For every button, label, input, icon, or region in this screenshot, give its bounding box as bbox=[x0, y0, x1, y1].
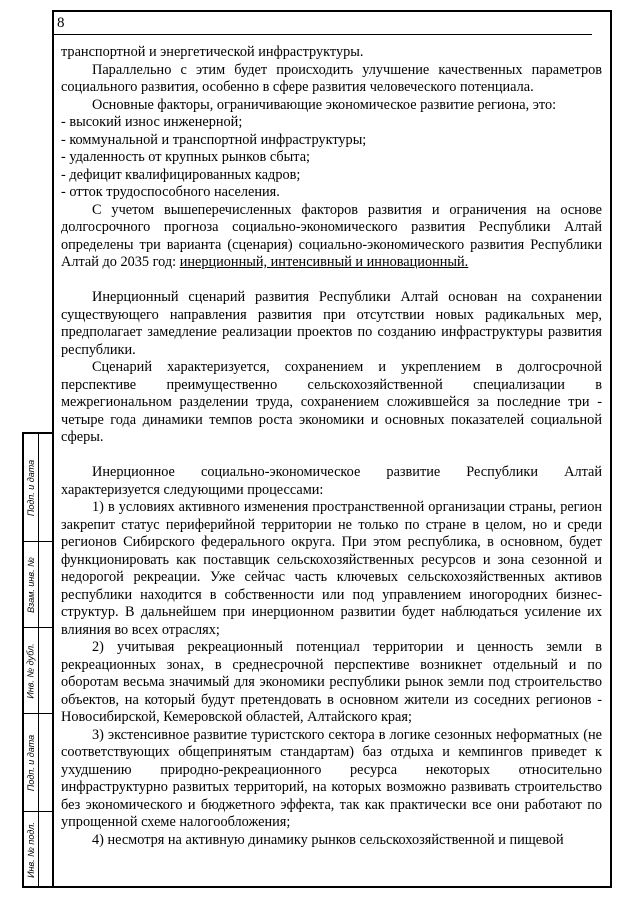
paragraph: Основные факторы, ограничивающие экономическое развитие региона, это: bbox=[92, 96, 557, 113]
page-number: 8 bbox=[57, 15, 65, 31]
paragraph: транспортной и энергетической инфраструктуры. bbox=[61, 44, 364, 60]
scenario-names: инерционный, интенсивный и инновационный. bbox=[179, 254, 469, 270]
stamp-label-dup-inv: Инв. № дубл. bbox=[26, 643, 37, 699]
paragraph: Инерционный сценарий развития Республики Алтай основан на сохранении существующего направления развития при отсутствии новых радикальных мер, предполагает замедление реализации проектов по созданию инфраструктуры развития республики. bbox=[61, 289, 602, 358]
stamp-label-sign-date-2: Подп. и дата bbox=[26, 734, 36, 792]
stamp-label-sign-date-1: Подп. и дата bbox=[26, 459, 36, 517]
list-item: - дефицит квалифицированных кадров; bbox=[61, 166, 301, 183]
paragraph: 2) учитывая рекреационный потенциал территории и ценность земли в рекреационных зонах, в среднесрочной перспективе возникнет отдельный и по оборотам весьма значимый для экономики республики рынок земли под строительство объектов, на который будут претендовать в основном жители из соседних регионов - Новосибирской, Кемеровской областей, Алтайского края; bbox=[61, 639, 602, 725]
scenario-intro-text: С учетом вышеперечисленных факторов развития и ограничения на основе долгосрочного прогноза социально-экономического развития Республики Алтай определены три варианта (сценария) социально-экономического развития Республики Алтай до 2035 год: bbox=[61, 201, 602, 270]
stamp-label-orig-inv: Инв. № подл. bbox=[26, 822, 37, 878]
paragraph: 1) в условиях активного изменения пространственной организации страны, регион закрепит статус периферийной территории не только по стране в целом, но и среди регионов Сибирского федерального округа. При этом республика, в основном, будет функционировать как поставщик сельскохозяйственных ресурсов и зона сезонной и недорогой рекреации. Уже сейчас часть ключевых сельскохозяйственных активов республики находится в собственности или под управлением иногородних бизнес-структур. В дальнейшем при инерционном развитии будет наблюдаться усиление их влияния во всех отраслях; bbox=[61, 499, 602, 638]
paragraph: 3) экстенсивное развитие туристского сектора в логике сезонных неформатных (не соответствующих общепринятым стандартам) баз отдыха и кемпингов приведет к ухудшению природно-рекреационного ресурса некоторых относительно инфраструктурно развитых территорий, на которых возможно развивать строительство без экономического и бюджетного эффекта, так как практически все они работают по упрощенной схеме налогообложения; bbox=[61, 726, 602, 830]
list-item: - отток трудоспособного населения. bbox=[61, 184, 280, 200]
stamp-label-replace-inv: Взам. инв. № bbox=[26, 557, 37, 613]
paragraph bbox=[61, 202, 602, 272]
paragraph: Параллельно с этим будет происходить улучшение качественных параметров социального развития, особенно в сфере развития человеческого потенциала. bbox=[61, 61, 602, 95]
document-body bbox=[61, 44, 602, 849]
stamp-columns bbox=[22, 432, 52, 888]
list-item: - высокий износ инженерной; bbox=[61, 114, 243, 130]
paragraph: Сценарий характеризуется, сохранением и укреплением в долгосрочной перспективе преимущественно сельскохозяйственной специализации в межрегиональном разделении труда, сохранением сложившейся за последние три - четыре года динамики темпов роста экономики и основных показателей социальной сферы. bbox=[61, 359, 602, 445]
list-item: - коммунальной и транспортной инфраструктуры; bbox=[61, 131, 367, 148]
paragraph: Инерционное социально-экономическое развитие Республики Алтай характеризуется следующими процессами: bbox=[61, 464, 602, 498]
paragraph: 4) несмотря на активную динамику рынков сельскохозяйственной и пищевой bbox=[92, 831, 564, 848]
list-item: - удаленность от крупных рынков сбыта; bbox=[61, 149, 311, 165]
page-number-box bbox=[52, 10, 592, 35]
